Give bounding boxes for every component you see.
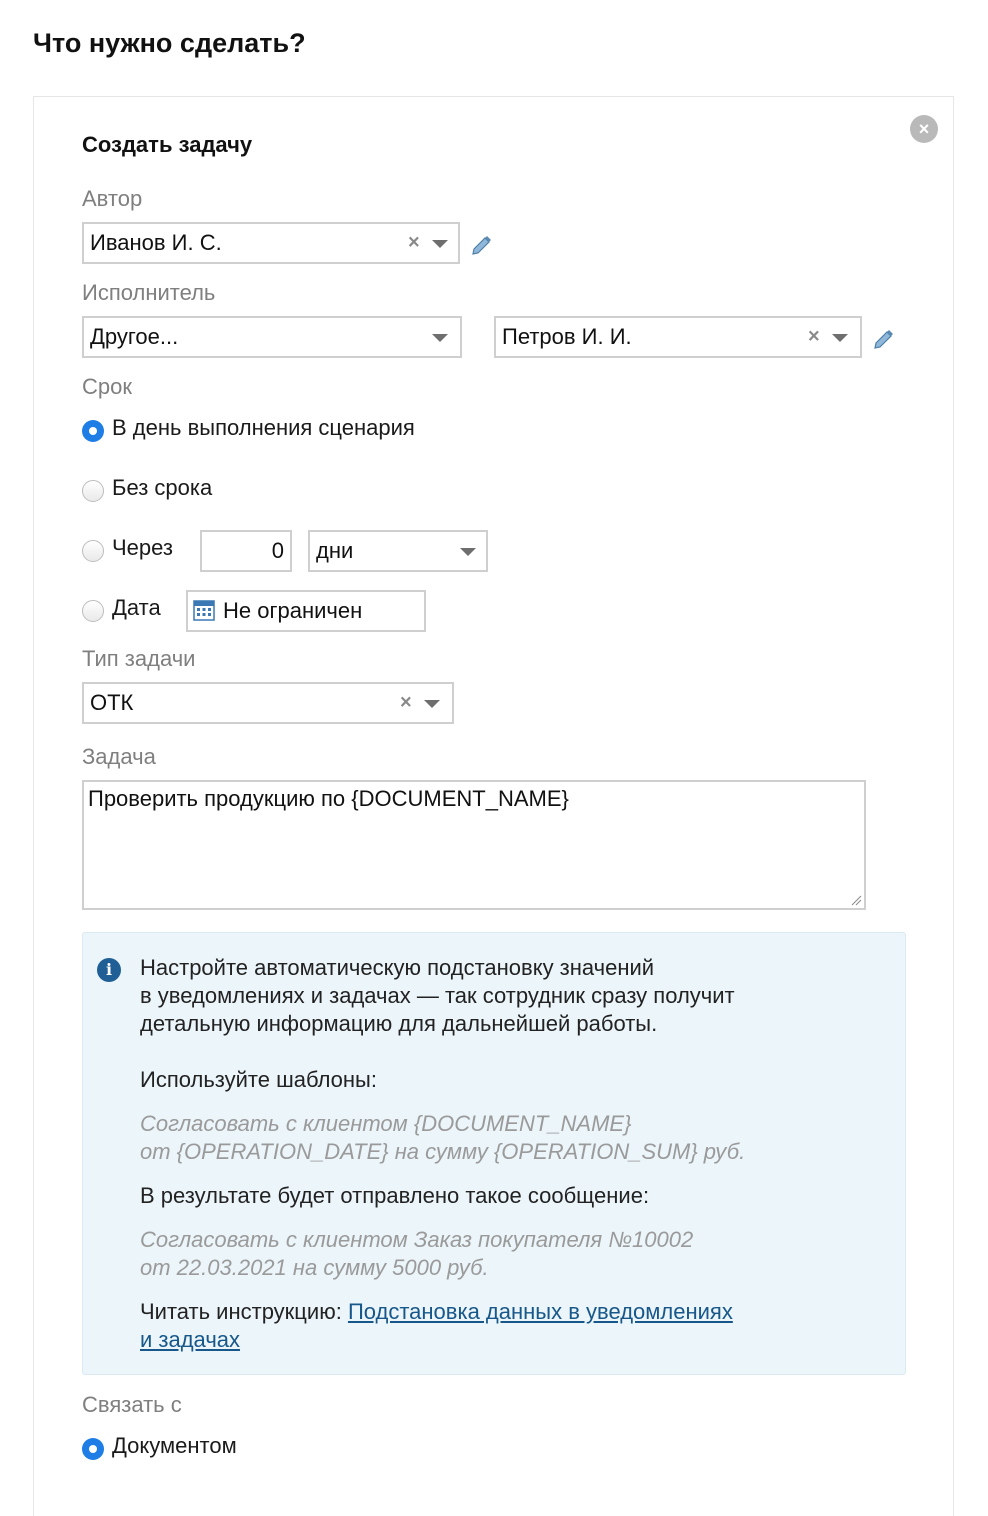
radio-label-date: Дата <box>112 595 161 620</box>
assignee-label: Исполнитель <box>82 280 216 305</box>
task-label: Задача <box>82 744 156 769</box>
deadline-label: Срок <box>82 374 132 399</box>
author-select[interactable] <box>82 222 460 264</box>
radio-no-deadline[interactable] <box>82 480 104 502</box>
info-icon: i <box>97 958 121 982</box>
use-templates-text: Используйте шаблоны: <box>140 1067 377 1092</box>
after-unit-select[interactable] <box>308 530 488 572</box>
author-value: Иванов И. С. <box>90 230 222 255</box>
chevron-down-icon[interactable] <box>424 700 440 708</box>
radio-on-scenario-day[interactable] <box>82 420 104 442</box>
page-title: Что нужно сделать? <box>33 28 306 58</box>
instruction-line <box>140 1298 733 1326</box>
radio-document[interactable] <box>82 1438 104 1460</box>
assignee-person-value: Петров И. И. <box>502 324 632 349</box>
task-text: Проверить продукцию по {DOCUMENT_NAME} <box>88 786 569 811</box>
assignee-type-select[interactable] <box>82 316 462 358</box>
info-text-line: в уведомлениях и задачах — так сотрудник сразу получит <box>140 983 735 1008</box>
pencil-icon[interactable] <box>470 232 494 256</box>
radio-label-on-scenario-day: В день выполнения сценария <box>112 415 415 440</box>
radio-label-no-deadline: Без срока <box>112 475 213 500</box>
pencil-icon[interactable] <box>872 326 896 350</box>
date-value: Не ограничен <box>223 598 363 623</box>
close-icon[interactable]: × <box>910 115 938 143</box>
task-type-label: Тип задачи <box>82 646 196 671</box>
instruction-prefix: Читать инструкцию: <box>140 1299 348 1324</box>
resize-grip-icon[interactable] <box>850 894 862 906</box>
author-label: Автор <box>82 186 143 211</box>
date-input[interactable] <box>186 590 426 632</box>
assignee-type-value: Другое... <box>90 324 179 349</box>
instruction-link[interactable]: Подстановка данных в уведомлениях <box>347 1299 733 1324</box>
after-amount-input[interactable] <box>200 530 292 572</box>
radio-date[interactable] <box>82 600 104 622</box>
link-with-label: Связать с <box>82 1392 182 1417</box>
after-amount-value: 0 <box>271 538 284 563</box>
task-type-value: ОТК <box>90 690 134 715</box>
clear-icon[interactable]: × <box>808 325 820 348</box>
info-text-line: Настройте автоматическую подстановку значений <box>140 955 655 980</box>
chevron-down-icon[interactable] <box>832 334 848 342</box>
radio-label-after: Через <box>112 535 173 560</box>
chevron-down-icon[interactable] <box>460 548 476 556</box>
task-textarea[interactable] <box>82 780 866 910</box>
template-example-line: от {OPERATION_DATE} на сумму {OPERATION_SUM} руб. <box>140 1139 746 1164</box>
radio-after[interactable] <box>82 540 104 562</box>
chevron-down-icon[interactable] <box>432 240 448 248</box>
instruction-link[interactable]: и задачах <box>140 1327 241 1352</box>
instruction-line <box>140 1326 240 1354</box>
after-unit-value: дни <box>316 538 354 563</box>
result-example-line: от 22.03.2021 на сумму 5000 руб. <box>140 1255 489 1280</box>
info-text-line: детальную информацию для дальнейшей работы. <box>140 1011 658 1036</box>
calendar-icon[interactable] <box>192 598 216 622</box>
radio-label-document: Документом <box>112 1433 237 1458</box>
card-title: Создать задачу <box>82 132 253 157</box>
clear-icon[interactable]: × <box>408 231 420 254</box>
result-label-text: В результате будет отправлено такое сообщение: <box>140 1183 650 1208</box>
template-example-line: Согласовать с клиентом {DOCUMENT_NAME} <box>140 1111 632 1136</box>
task-type-select[interactable] <box>82 682 454 724</box>
clear-icon[interactable]: × <box>400 691 412 714</box>
chevron-down-icon[interactable] <box>432 334 448 342</box>
result-example-line: Согласовать с клиентом Заказ покупателя №10002 <box>140 1227 694 1252</box>
assignee-person-select[interactable] <box>494 316 862 358</box>
